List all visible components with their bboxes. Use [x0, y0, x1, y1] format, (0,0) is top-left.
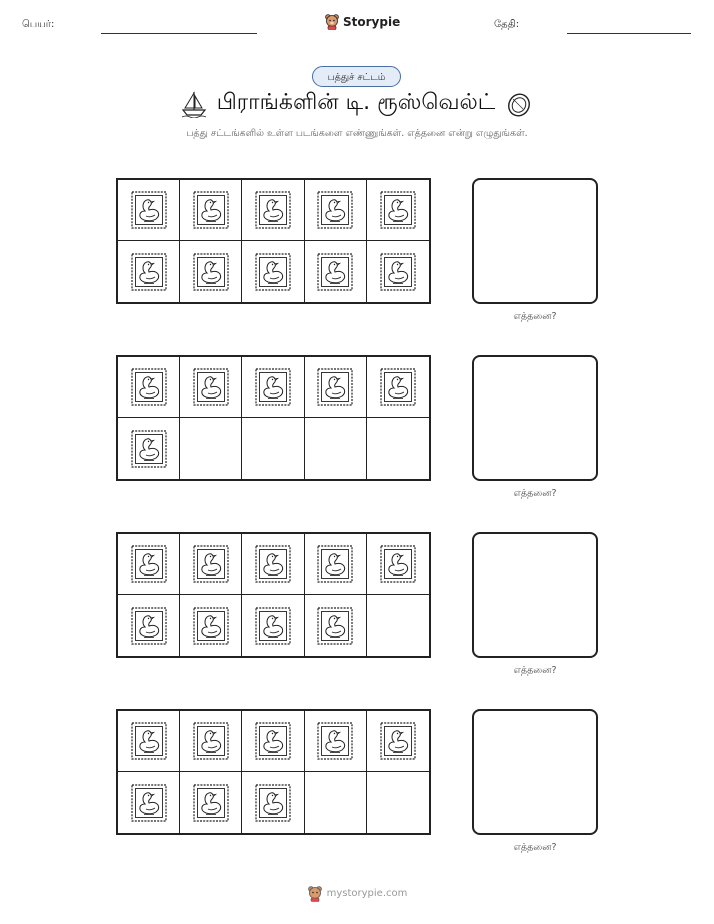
- duck-stamp-icon: [130, 252, 168, 292]
- duck-stamp-icon: [254, 190, 292, 230]
- name-label: பெயர்:: [22, 19, 55, 30]
- ten-frame-cell: [367, 357, 429, 418]
- duck-stamp-icon: [130, 606, 168, 646]
- duck-stamp-icon: [379, 721, 417, 761]
- ten-frame-cell: [305, 357, 367, 418]
- ten-frame: [116, 355, 431, 481]
- duck-stamp-icon: [192, 721, 230, 761]
- duck-stamp-icon: [316, 252, 354, 292]
- name-line[interactable]: [101, 33, 257, 34]
- ten-frame-cell: [367, 534, 429, 595]
- answer-box[interactable]: [472, 709, 598, 835]
- ten-frame-cell: [367, 595, 429, 656]
- ten-frame: [116, 178, 431, 304]
- how-many-label: எத்தனை?: [513, 842, 557, 853]
- ten-frame-cell: [118, 772, 180, 833]
- duck-stamp-icon: [130, 190, 168, 230]
- ten-frame-cell: [180, 595, 242, 656]
- duck-stamp-icon: [379, 544, 417, 584]
- ten-frame-cell: [305, 241, 367, 302]
- date-line[interactable]: [567, 33, 691, 34]
- ten-frame: [116, 532, 431, 658]
- duck-stamp-icon: [254, 252, 292, 292]
- title-row: [0, 90, 714, 118]
- ten-frame-cell: [367, 241, 429, 302]
- duck-stamp-icon: [192, 190, 230, 230]
- ten-frame-cell: [118, 241, 180, 302]
- ten-frame-cell: [180, 357, 242, 418]
- duck-stamp-icon: [192, 252, 230, 292]
- sailboat-icon: [181, 90, 207, 118]
- ten-frame-cell: [180, 418, 242, 479]
- bear-mascot-icon: [324, 13, 340, 30]
- bear-mascot-icon: [307, 885, 323, 902]
- ten-frame-cell: [180, 772, 242, 833]
- ten-frame-cell: [242, 772, 304, 833]
- ten-frame-cell: [242, 357, 304, 418]
- ten-frame-cell: [118, 418, 180, 479]
- ten-frame-cell: [305, 711, 367, 772]
- ten-frame-cell: [118, 180, 180, 241]
- ten-frame-cell: [180, 180, 242, 241]
- ten-frame-cell: [367, 180, 429, 241]
- ten-frame-cell: [305, 418, 367, 479]
- duck-stamp-icon: [192, 606, 230, 646]
- duck-stamp-icon: [192, 783, 230, 823]
- worksheet-title: பிராங்க்ளின் டி. ரூஸ்வெல்ட்: [216, 90, 496, 115]
- ring-icon: [505, 90, 533, 118]
- how-many-label: எத்தனை?: [513, 665, 557, 676]
- duck-stamp-icon: [379, 252, 417, 292]
- duck-stamp-icon: [316, 721, 354, 761]
- footer-url: mystorypie.com: [326, 888, 408, 899]
- ten-frame-cell: [242, 241, 304, 302]
- ten-frame-cell: [305, 772, 367, 833]
- how-many-label: எத்தனை?: [513, 311, 557, 322]
- duck-stamp-icon: [130, 429, 168, 469]
- date-label: தேதி:: [494, 19, 520, 30]
- ten-frame-cell: [180, 241, 242, 302]
- duck-stamp-icon: [254, 783, 292, 823]
- brand-logo: [324, 13, 400, 30]
- brand-name: Storypie: [343, 14, 401, 29]
- footer: [0, 885, 714, 902]
- duck-stamp-icon: [130, 544, 168, 584]
- duck-stamp-icon: [316, 190, 354, 230]
- duck-stamp-icon: [254, 544, 292, 584]
- duck-stamp-icon: [130, 367, 168, 407]
- duck-stamp-icon: [254, 721, 292, 761]
- duck-stamp-icon: [130, 783, 168, 823]
- ten-frame-cell: [305, 180, 367, 241]
- ten-frame-cell: [180, 534, 242, 595]
- ten-frame-cell: [367, 711, 429, 772]
- duck-stamp-icon: [316, 367, 354, 407]
- duck-stamp-icon: [316, 544, 354, 584]
- duck-stamp-icon: [379, 190, 417, 230]
- ten-frame-cell: [305, 534, 367, 595]
- ten-frame-cell: [118, 534, 180, 595]
- ten-frame-cell: [242, 180, 304, 241]
- worksheet-type-badge: பத்துச் சட்டம்: [312, 66, 401, 87]
- ten-frame-cell: [242, 711, 304, 772]
- duck-stamp-icon: [192, 544, 230, 584]
- duck-stamp-icon: [130, 721, 168, 761]
- ten-frame-cell: [180, 711, 242, 772]
- ten-frame-cell: [367, 418, 429, 479]
- duck-stamp-icon: [316, 606, 354, 646]
- duck-stamp-icon: [379, 367, 417, 407]
- ten-frame-cell: [118, 595, 180, 656]
- ten-frame: [116, 709, 431, 835]
- answer-box[interactable]: [472, 355, 598, 481]
- ten-frame-cell: [242, 418, 304, 479]
- duck-stamp-icon: [192, 367, 230, 407]
- answer-box[interactable]: [472, 532, 598, 658]
- duck-stamp-icon: [254, 367, 292, 407]
- instructions: பத்து சட்டங்களில் உள்ள படங்களை எண்ணுங்கள். எத்தனை என்று எழுதுங்கள்.: [186, 128, 528, 139]
- ten-frame-cell: [118, 711, 180, 772]
- ten-frame-cell: [118, 357, 180, 418]
- how-many-label: எத்தனை?: [513, 488, 557, 499]
- duck-stamp-icon: [254, 606, 292, 646]
- ten-frame-cell: [242, 534, 304, 595]
- answer-box[interactable]: [472, 178, 598, 304]
- ten-frame-cell: [242, 595, 304, 656]
- ten-frame-cell: [305, 595, 367, 656]
- ten-frame-cell: [367, 772, 429, 833]
